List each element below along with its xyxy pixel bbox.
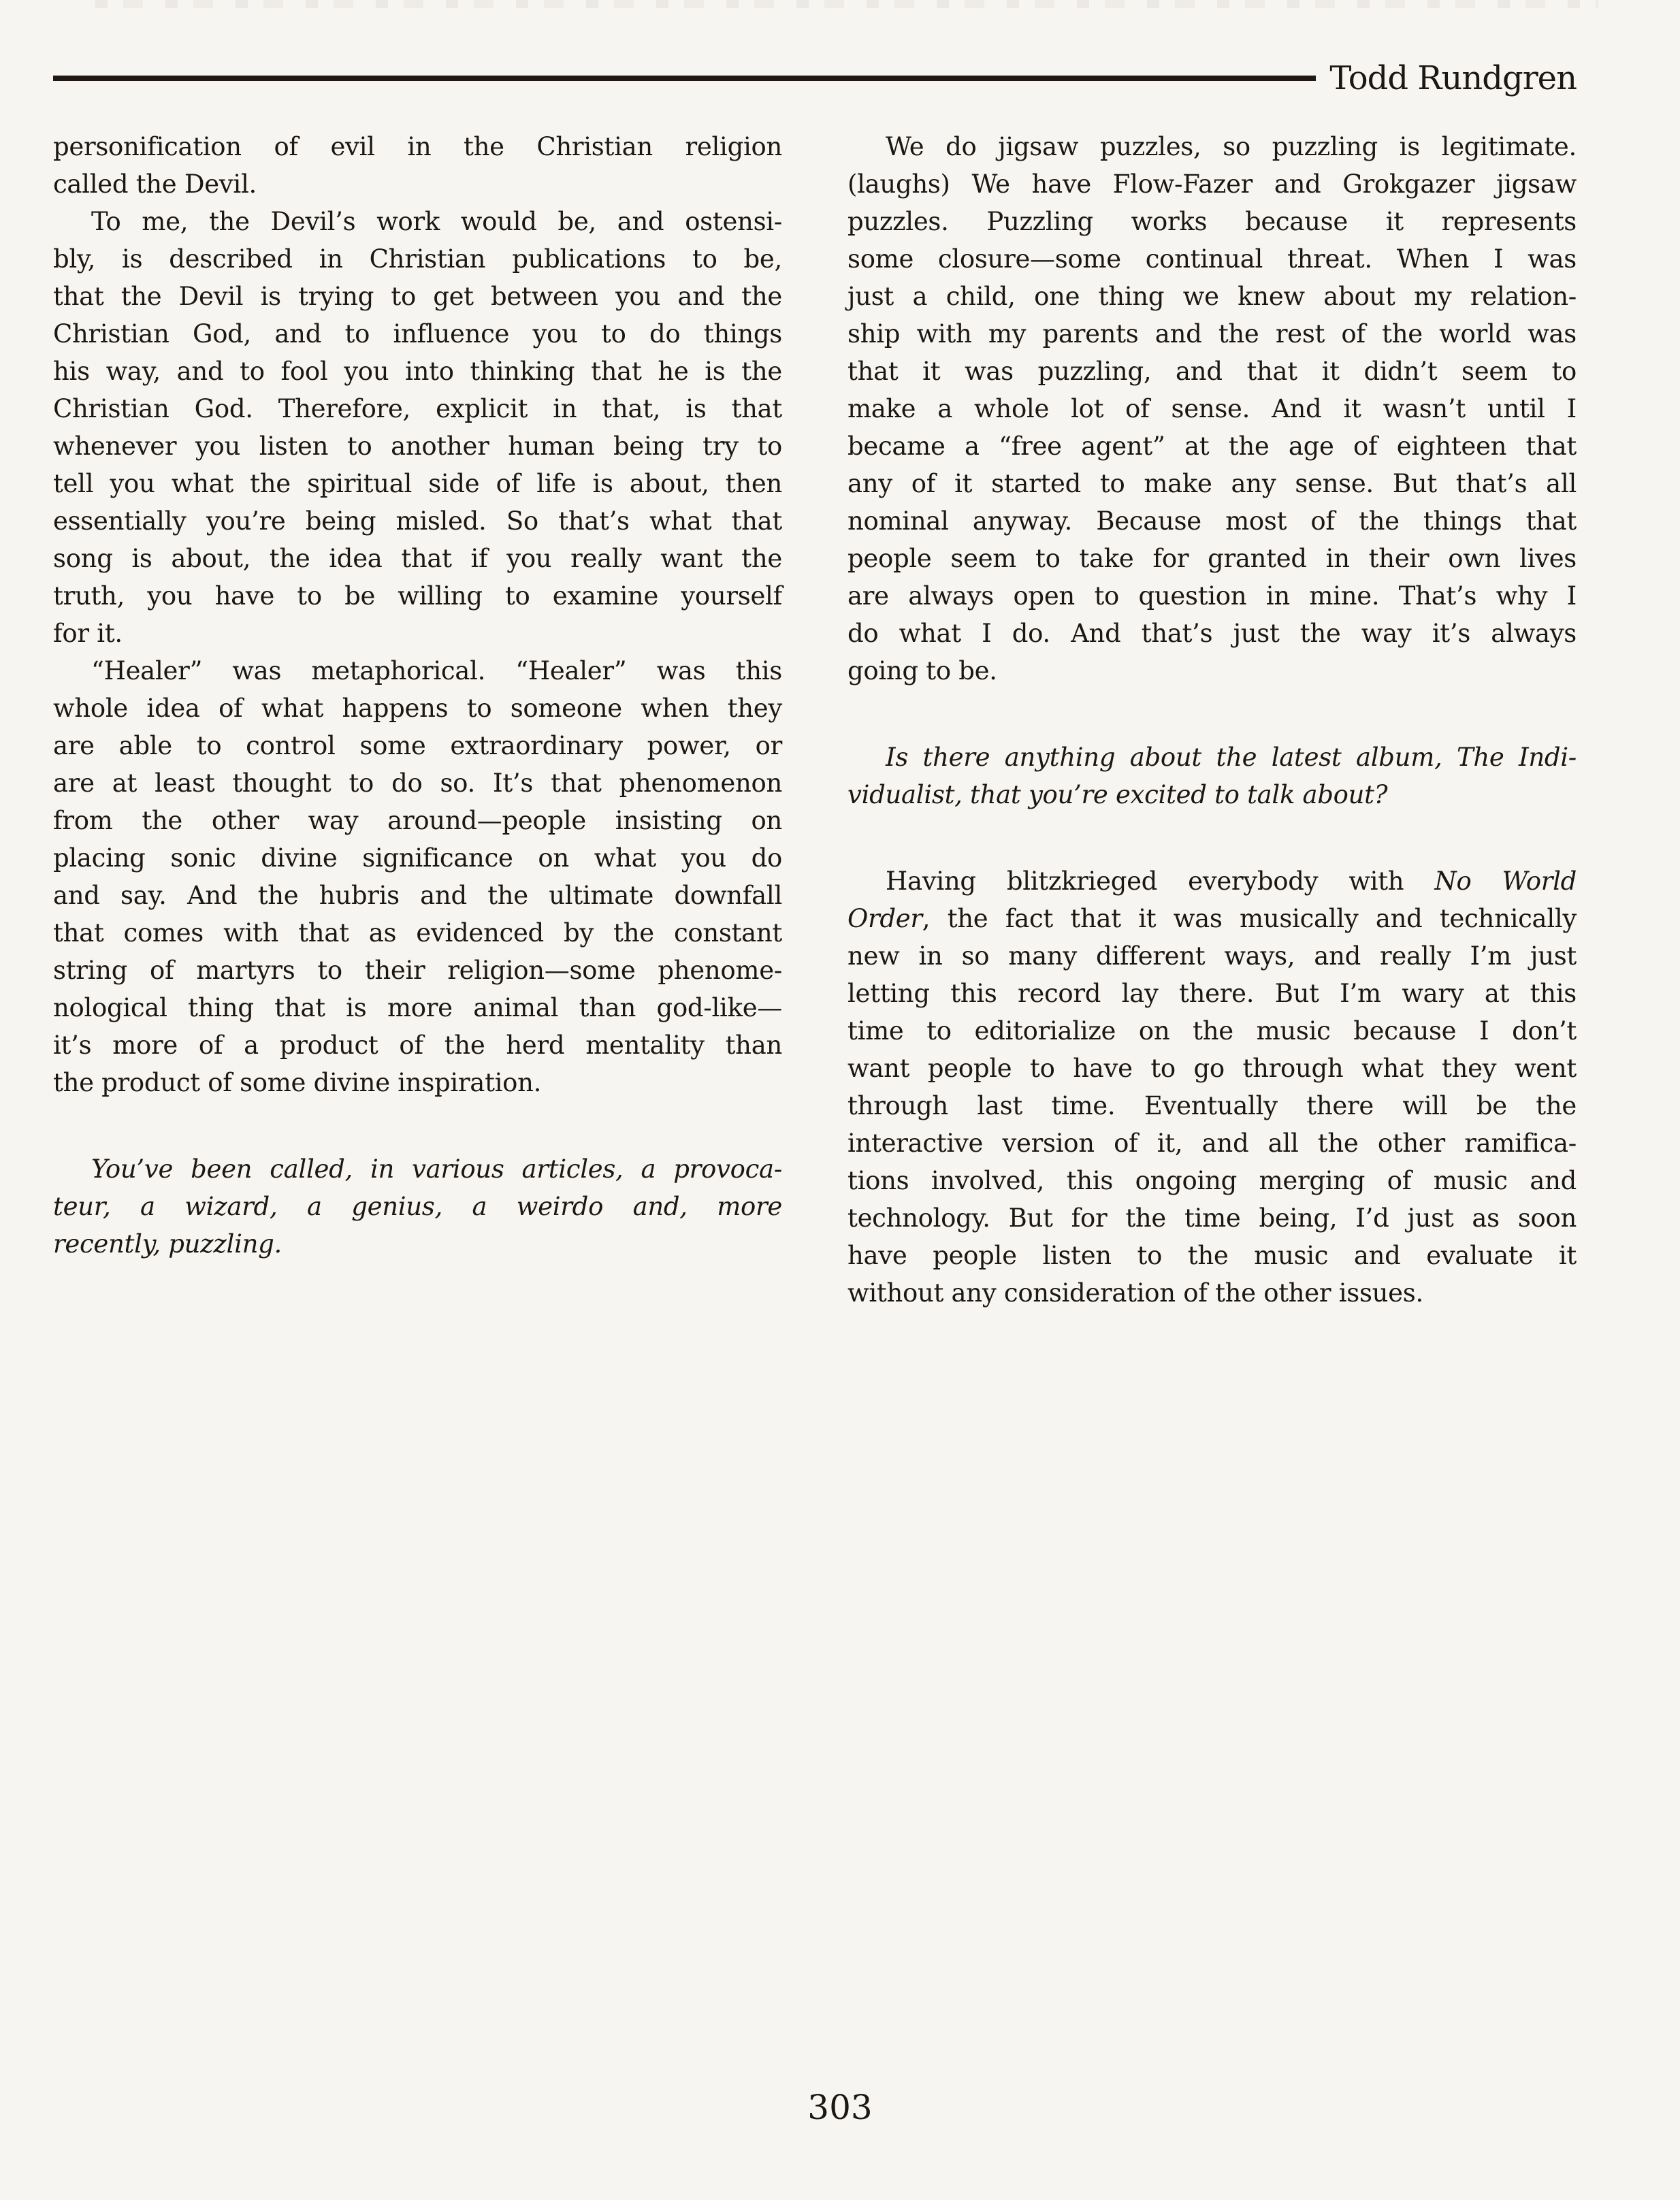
text-column (53, 128, 782, 1312)
text-line: interactive version of it, and all the other ramifica- (847, 1129, 1577, 1158)
text-line: and say. And the hubris and the ultimate downfall (53, 881, 782, 910)
text-line: essentially you’re being misled. So that’s what that (53, 506, 782, 536)
text-line: technology. But for the time being, I’d just as soon (847, 1203, 1577, 1233)
text-line: Christian God. Therefore, explicit in that, is that (53, 394, 782, 423)
text-line: are at least thought to do so. It’s that phenomenon (53, 769, 782, 798)
text-line: called the Devil. (53, 169, 257, 199)
text-line: whenever you listen to another human being try to (53, 432, 782, 461)
text-line: puzzles. Puzzling works because it represents (847, 207, 1577, 236)
answer-paragraph (847, 862, 1577, 1312)
text-line: Order, the fact that it was musically and technically (847, 904, 1577, 933)
text-line: from the other way around—people insisting on (53, 806, 782, 835)
text-line: personification of evil in the Christian religion (53, 132, 782, 161)
text-line: are able to control some extraordinary power, or (53, 731, 782, 760)
text-line: do what I do. And that’s just the way it’s always (847, 619, 1577, 648)
answer-paragraph (53, 203, 782, 652)
text-line: Having blitzkrieged everybody with No World (886, 867, 1577, 896)
text-line: just a child, one thing we knew about my relation- (847, 282, 1577, 311)
text-line: To me, the Devil’s work would be, and ostensi- (91, 207, 782, 236)
text-line: some closure—some continual threat. When I was (847, 244, 1577, 274)
page-header (53, 57, 1577, 99)
page-number: 303 (807, 2088, 873, 2127)
text-line: time to editorialize on the music because I don’t (847, 1016, 1577, 1046)
text-line: You’ve been called, in various articles, a provoca- (91, 1154, 782, 1184)
text-line: his way, and to fool you into thinking that he is the (53, 357, 782, 386)
text-line: people seem to take for granted in their own lives (847, 544, 1577, 573)
scan-edge-artifact (95, 0, 1598, 8)
text-line: want people to have to go through what they went (847, 1054, 1577, 1083)
text-line: teur, a wizard, a genius, a weirdo and, more (53, 1192, 782, 1221)
answer-paragraph (53, 128, 782, 203)
text-line: new in so many different ways, and really I’m just (847, 941, 1577, 971)
text-line: became a “free agent” at the age of eighteen that (847, 432, 1577, 461)
text-line: We do jigsaw puzzles, so puzzling is legitimate. (886, 132, 1577, 161)
text-line: tell you what the spiritual side of life is about, then (53, 469, 782, 498)
text-line: vidualist, that you’re excited to talk about? (847, 780, 1388, 809)
text-line: without any consideration of the other issues. (847, 1278, 1423, 1308)
text-line: tions involved, this ongoing merging of music and (847, 1166, 1577, 1195)
text-line: nominal anyway. Because most of the things that (847, 506, 1577, 536)
answer-paragraph (847, 128, 1577, 690)
text-line: song is about, the idea that if you really want the (53, 544, 782, 573)
text-line: truth, you have to be willing to examine yourself (53, 581, 782, 611)
text-line: have people listen to the music and evaluate it (847, 1241, 1577, 1270)
text-line: that comes with that as evidenced by the constant (53, 918, 782, 948)
page-header-author: Todd Rundgren (1329, 59, 1577, 97)
text-line: whole idea of what happens to someone when they (53, 694, 782, 723)
text-line: that it was puzzling, and that it didn’t seem to (847, 357, 1577, 386)
text-line: going to be. (847, 656, 997, 685)
text-line: ship with my parents and the rest of the world was (847, 319, 1577, 349)
text-column (847, 128, 1577, 1312)
text-line: recently, puzzling. (53, 1229, 282, 1259)
text-line: Is there anything about the latest album, The Indi- (886, 743, 1577, 772)
text-line: it’s more of a product of the herd mentality than (53, 1031, 782, 1060)
text-line: that the Devil is trying to get between you and the (53, 282, 782, 311)
text-line: make a whole lot of sense. And it wasn’t until I (847, 394, 1577, 423)
text-line: Christian God, and to influence you to do things (53, 319, 782, 349)
text-line: (laughs) We have Flow-Fazer and Grokgazer jigsaw (847, 169, 1577, 199)
text-line: for it. (53, 619, 123, 648)
header-rule (53, 76, 1316, 81)
text-line: through last time. Eventually there will be the (847, 1091, 1577, 1120)
text-line: any of it started to make any sense. But that’s all (847, 469, 1577, 498)
article-columns (53, 128, 1577, 1312)
answer-paragraph (53, 652, 782, 1101)
text-line: “Healer” was metaphorical. “Healer” was this (91, 656, 782, 685)
interviewer-question (53, 1150, 782, 1263)
text-line: placing sonic divine significance on what you do (53, 843, 782, 873)
text-line: bly, is described in Christian publications to be, (53, 244, 782, 274)
text-line: the product of some divine inspiration. (53, 1068, 542, 1097)
text-line: nological thing that is more animal than god-like— (53, 993, 782, 1022)
interviewer-question (847, 739, 1577, 813)
text-line: string of martyrs to their religion—some phenome- (53, 956, 782, 985)
text-line: are always open to question in mine. That’s why I (847, 581, 1577, 611)
text-line: letting this record lay there. But I’m wary at this (847, 979, 1577, 1008)
